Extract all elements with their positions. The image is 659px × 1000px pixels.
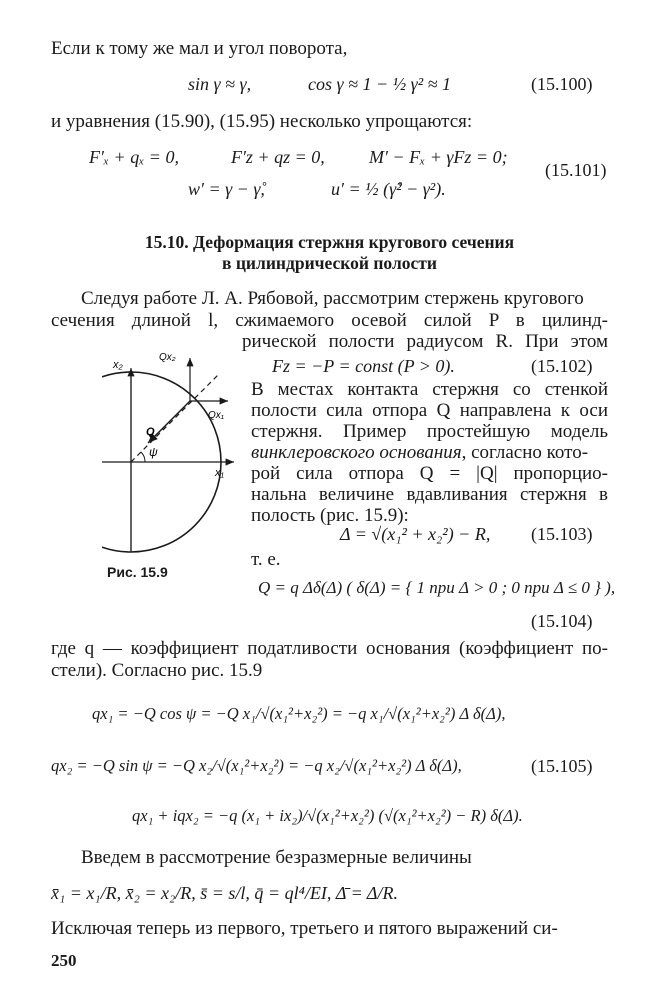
equation-number-15-101: (15.101): [545, 160, 607, 180]
psi-angle-arc: [141, 452, 145, 462]
section-heading-line2: в цилиндрической полости: [222, 253, 437, 273]
figure-caption: Рис. 15.9: [107, 564, 168, 580]
equation-number-15-103: (15.103): [531, 524, 593, 544]
equation-15-101-e: u′ = ½ (γ̊² − γ²).: [331, 179, 446, 199]
equation-15-100-sin: sin γ ≈ γ,: [188, 74, 252, 94]
label-q: Q: [146, 426, 155, 438]
paragraph-contact-l4: [251, 442, 588, 464]
equation-15-103: Δ = √(x₁² + x₂²) − R,: [340, 524, 491, 544]
equation-number-15-102: (15.102): [531, 356, 593, 376]
equation-15-104: Q = q Δδ(Δ) ( δ(Δ) = { 1 при Δ > 0 ; 0 при Δ ≤ 0 } ),: [258, 578, 616, 597]
paragraph-dimensionless: Введем в рассмотрение безразмерные величины: [81, 847, 472, 868]
label-psi: ψ: [149, 445, 158, 459]
label-x2: x₂: [113, 359, 123, 371]
paragraph-contact-l7: полость (рис. 15.9):: [251, 505, 409, 526]
equation-15-102: Fz = −P = const (P > 0).: [272, 356, 455, 376]
paragraph-excluding: Исключая теперь из первого, третьего и пятого выражений си-: [51, 918, 558, 939]
paragraph-contact-l2: полости сила отпора Q направлена к оси: [251, 400, 608, 421]
winkler-term: винклеровского основания: [251, 442, 462, 463]
paragraph-contact-l6: нальна величине вдавливания стержня в: [251, 484, 608, 505]
figure-15-9: [102, 338, 242, 578]
equation-15-101-b: F′z + qz = 0,: [231, 147, 325, 167]
equation-number-15-105: (15.105): [531, 756, 593, 776]
paragraph-intro: Если к тому же мал и угол поворота,: [51, 38, 348, 59]
equation-15-105-b: qx₂ = −Q sin ψ = −Q x₂/√(x₁²+x₂²) = −q x₂/√(x₁²+x₂²) Δ δ(Δ),: [51, 756, 462, 775]
text-te: т. е.: [251, 549, 281, 570]
paragraph-simplify: и уравнения (15.90), (15.95) несколько упрощаются:: [51, 111, 473, 132]
label-qx1: Qx₁: [208, 410, 224, 421]
label-x1: x₁: [215, 467, 224, 479]
equation-number-15-104: (15.104): [531, 611, 593, 631]
page-number: 250: [51, 951, 77, 970]
equation-15-105-a: qx₁ = −Q cos ψ = −Q x₁/√(x₁²+x₂²) = −q x₁/√(x₁²+x₂²) Δ δ(Δ),: [92, 704, 506, 723]
equation-15-101-d: w′ = γ − γ̊,: [188, 179, 265, 199]
equation-dimensionless-quantities: x̄₁ = x₁/R, x̄₂ = x₂/R, s̄ = s/l, q̄ = ql⁴/EI, Δ̄ = Δ/R.: [51, 883, 398, 903]
equation-15-105-c: qx₁ + iqx₂ = −q (x₁ + ix₂)/√(x₁²+x₂²) (√(x₁²+x₂²) − R) δ(Δ).: [132, 806, 523, 825]
label-qx2: Qx₂: [159, 352, 176, 363]
paragraph-ryabova-l1: Следуя работе Л. А. Рябовой, рассмотрим стержень кругового: [81, 288, 584, 309]
paragraph-contact-l4-rest: , согласно кото-: [461, 442, 589, 463]
paragraph-contact-l1: В местах контакта стержня со стенкой: [251, 379, 608, 400]
paragraph-coefficient-l2: стели). Согласно рис. 15.9: [51, 660, 263, 681]
equation-15-100-cos: cos γ ≈ 1 − ½ γ² ≈ 1: [308, 74, 451, 94]
equation-15-101-a: F′ₓ + qₓ = 0,: [89, 147, 179, 167]
equation-15-101-c: M′ − Fₓ + γFz = 0;: [369, 147, 508, 167]
radial-dashed-line: [131, 373, 220, 462]
equation-number-15-100: (15.100): [531, 74, 593, 94]
paragraph-ryabova-l2: сечения длиной l, сжимаемого осевой силой P в цилинд-: [51, 310, 608, 331]
paragraph-ryabova-l3: рической полости радиусом R. При этом: [242, 331, 608, 352]
paragraph-coefficient-l1: где q — коэффициент податливости основания (коэффициент по-: [51, 638, 608, 659]
paragraph-contact-l5: рой сила отпора Q = |Q| пропорцио-: [251, 463, 608, 484]
section-heading-line1: 15.10. Деформация стержня кругового сечения: [144, 232, 515, 252]
paragraph-contact-l3: стержня. Пример простейшую модель: [251, 421, 608, 442]
